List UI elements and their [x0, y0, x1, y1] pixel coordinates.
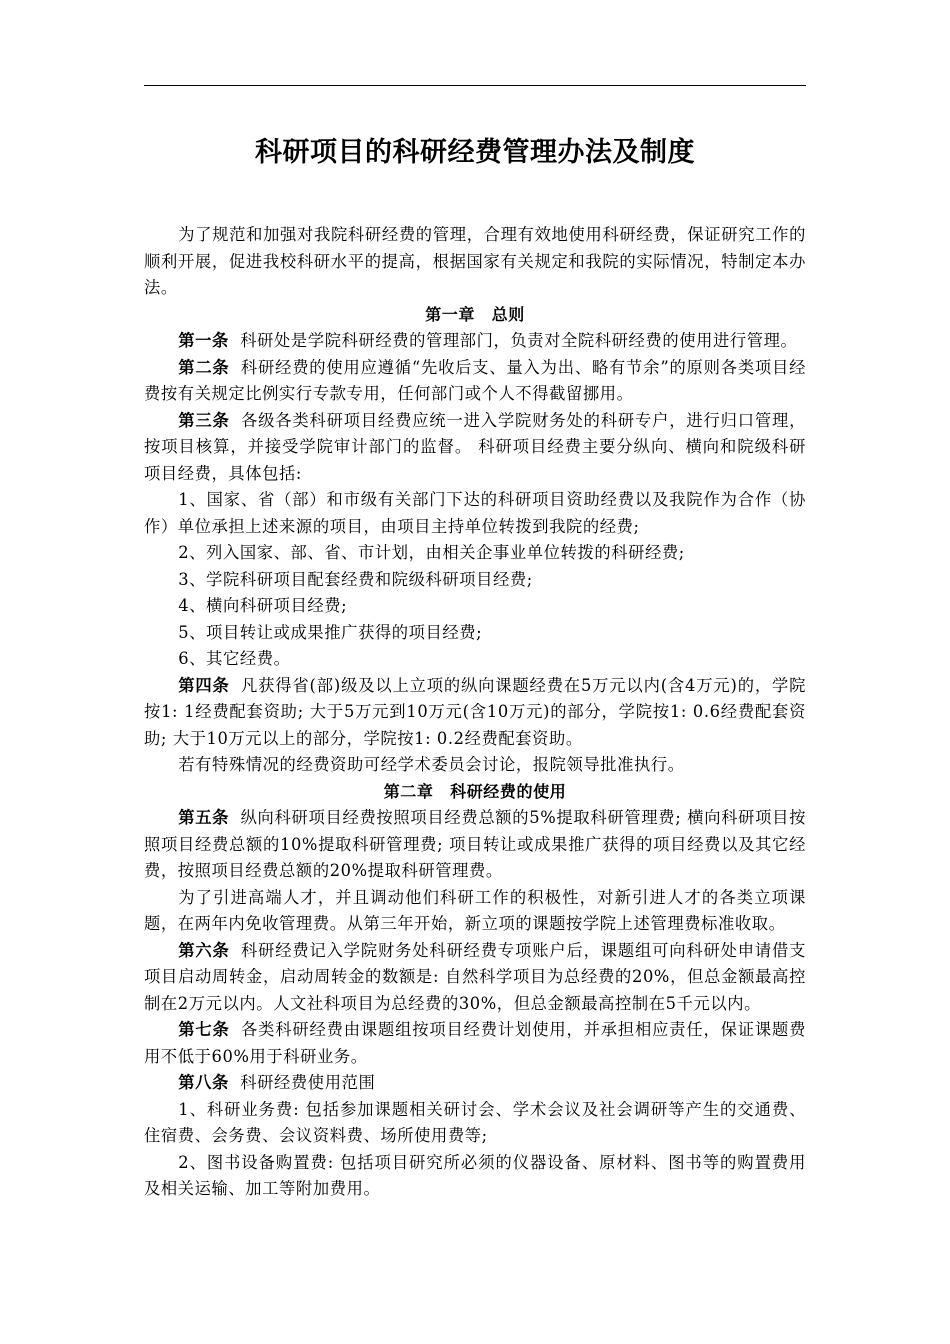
article-label: 第一条: [178, 331, 229, 350]
document-title: 科研项目的科研经费管理办法及制度: [255, 137, 695, 168]
article-text: 科研经费使用范围: [240, 1073, 376, 1092]
article-text: 科研处是学院科研经费的管理部门，负责对全院科研经费的使用进行管理。: [240, 331, 798, 350]
article-label: 第七条: [178, 1020, 230, 1039]
article-paragraph: [144, 1017, 806, 1070]
article-paragraph: [144, 1070, 806, 1097]
article-text: 凡获得省(部)级及以上立项的纵向课题经费在5万元以内(含4万元)的，学院按1: 1经费配套资助; 大于5万元到10万元(含10万元)的部分，学院按1: 0.6经费配套资助; 大于10万元以上的部分，学院按1: 0.2经费配套资助。: [144, 675, 806, 748]
article-text: 纵向科研项目经费按照项目经费总额的5%提取科研管理费; 横向科研项目按照项目经费总额的10%提取科研管理费; 项目转让或成果推广获得的项目经费以及其它经费，按照项目经费总额的20%提取科研管理费。: [144, 808, 806, 880]
article-label: 第六条: [178, 940, 230, 960]
list-item: 1、国家、省（部）和市级有关部门下达的科研项目资助经费以及我院作为合作（协作）单位承担上述来源的项目，由项目主持单位转拨到我院的经费;: [144, 490, 806, 536]
article-text: 各类科研经费由课题组按项目经费计划使用，并承担相应责任，保证课题费用不低于60%用于科研业务。: [144, 1020, 806, 1066]
intro-paragraph: 为了规范和加强对我院科研经费的管理，合理有效地使用科研经费，保证研究工作的顺利开展，促进我校科研水平的提高，根据国家有关规定和我院的实际情况，特制定本办法。: [144, 225, 806, 297]
document-body: [144, 222, 806, 1203]
article-text: 各级各类科研项目经费应统一进入学院财务处的科研专户，进行归口管理，按项目核算，并接受学院审计部门的监督。 科研项目经费主要分纵向、横向和院级科研项目经费，具体包括:: [144, 410, 806, 483]
article-text: 科研经费记入学院财务处科研经费专项账户后，课题组可向科研处申请借支项目启动周转金，启动周转金的数额是: 自然科学项目为总经费的20%，但总金额最高控制在2万元以内。人文社科项目为总经费的30%，但总金额最高控制在5千元以内。: [144, 940, 806, 1013]
list-item: 5、项目转让或成果推广获得的项目经费;: [178, 622, 483, 642]
header-rule: [144, 85, 806, 86]
list-item: 2、图书设备购置费: 包括项目研究所必须的仪器设备、原材料、图书等的购置费用及相关运输、加工等附加费用。: [144, 1152, 806, 1198]
article-paragraph: [144, 355, 806, 408]
article-label: 第八条: [178, 1073, 229, 1092]
list-item: 2、列入国家、部、省、市计划，由相关企事业单位转拨的科研经费;: [178, 543, 685, 562]
article-label: 第四条: [178, 675, 230, 695]
body-paragraph: 为了引进高端人才，并且调动他们科研工作的积极性，对新引进人才的各类立项课题，在两年内免收管理费。从第三年开始，新立项的课题按学院上述管理费标准收取。: [144, 887, 806, 933]
list-item: 6、其它经费。: [178, 649, 291, 668]
body-paragraph: 若有特殊情况的经费资助可经学术委员会讨论，报院领导批准执行。: [178, 755, 685, 774]
chapter-heading: 第二章 科研经费的使用: [383, 781, 567, 801]
article-paragraph: [144, 805, 806, 885]
chapter-heading: 第一章 总则: [425, 304, 525, 324]
article-paragraph: [144, 938, 806, 1018]
article-label: 第三条: [178, 410, 230, 430]
article-paragraph: [144, 673, 806, 753]
article-text: 科研经费的使用应遵循“先收后支、量入为出、略有节余”的原则各类项目经费按有关规定比例实行专款专用，任何部门或个人不得截留挪用。: [144, 357, 806, 403]
list-item: 1、科研业务费: 包括参加课题相关研讨会、学术会议及社会调研等产生的交通费、住宿费、会务费、会议资料费、场所使用费等;: [144, 1099, 806, 1145]
list-item: 4、横向科研项目经费;: [178, 596, 348, 615]
article-paragraph: [144, 408, 806, 488]
article-label: 第二条: [178, 357, 230, 377]
article-label: 第五条: [178, 808, 230, 827]
list-item: 3、学院科研项目配套经费和院级科研项目经费;: [178, 569, 533, 589]
article-paragraph: [144, 328, 806, 355]
